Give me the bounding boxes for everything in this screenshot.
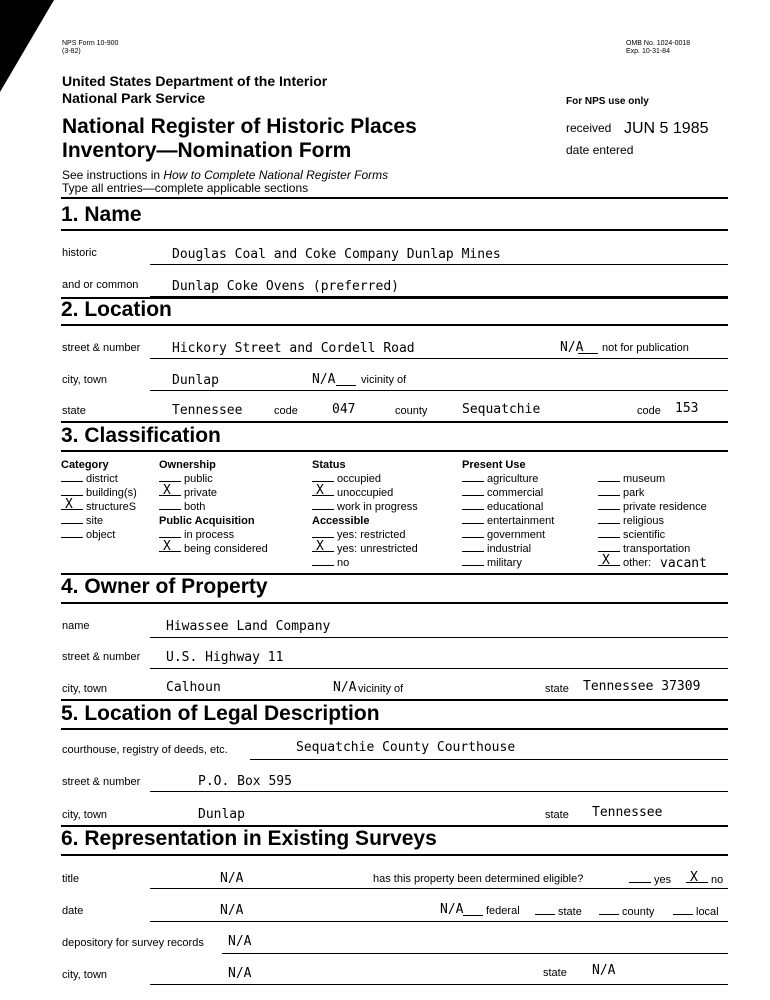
checkbox-blank: [462, 556, 484, 566]
accessible-option-label: yes: restricted: [337, 529, 406, 541]
state-value: Tennessee: [172, 403, 243, 418]
owner-vicinity-label: vicinity of: [358, 683, 404, 695]
status-option-label: work in progress: [337, 501, 418, 513]
legal-city-value: Dunlap: [198, 807, 245, 822]
courthouse-label: courthouse, registry of deeds, etc.: [62, 744, 228, 756]
accessible-option: [312, 528, 418, 542]
city-label: city, town: [62, 374, 108, 386]
depository-value: N/A: [228, 934, 252, 949]
category-option-label: district: [86, 473, 118, 485]
checkbox-blank: [61, 486, 83, 496]
checkbox-blank: X: [159, 486, 181, 496]
county-code-label: code: [637, 405, 661, 417]
present-use-option-label: park: [623, 487, 645, 499]
present-use-option-label: commercial: [487, 487, 544, 499]
present-use-option: [462, 528, 554, 542]
checkbox-blank: X: [61, 500, 83, 510]
owner-name-value: Hiwassee Land Company: [166, 619, 331, 634]
present-use-option: [598, 472, 707, 486]
acquisition-option: [159, 539, 268, 556]
owner-vicinity-value: N/A: [333, 680, 357, 695]
checkbox-blank: [61, 514, 83, 524]
checkbox-blank: [61, 472, 83, 482]
present-use-option-label: agriculture: [487, 473, 539, 485]
present-use-option-label: other:: [623, 557, 652, 569]
ownership-option: [159, 483, 268, 500]
omb-number: OMB No. 1024-0018: [626, 40, 691, 47]
federal-value: N/A: [440, 902, 464, 917]
legal-state-value: Tennessee: [592, 805, 663, 820]
survey-title-value: N/A: [220, 871, 244, 886]
status-option-label: occupied: [337, 473, 382, 485]
present-use-option: [462, 472, 554, 486]
form-number: NPS Form 10-900: [62, 40, 119, 47]
owner-state-value: Tennessee 37309: [583, 679, 701, 694]
checkbox-blank: X: [312, 542, 334, 552]
checkbox-blank: [312, 556, 334, 566]
street-label: street & number: [62, 342, 141, 354]
received-label: received: [566, 121, 612, 135]
present-use-option-label: government: [487, 529, 546, 541]
checkbox-blank: [159, 528, 181, 538]
county-label: county: [395, 405, 428, 417]
present-use-column: Present Use agriculture commercial educational entertainment government industrial military: [462, 459, 555, 569]
county-option: county: [599, 905, 654, 918]
vicinity-value: N/A: [312, 372, 336, 387]
form-title-1: National Register of Historic Places: [62, 115, 417, 138]
checkbox-blank: [159, 472, 181, 482]
acquisition-option: [159, 528, 268, 542]
present-use-option: [598, 514, 707, 528]
section-2-heading: 2. Location: [61, 298, 172, 321]
code-label: code: [274, 405, 298, 417]
legal-street-value: P.O. Box 595: [198, 774, 292, 789]
status-column: Status occupied X unoccupied work in progress Accessible yes: restricted X yes: unrestricted no: [312, 459, 418, 569]
checkbox-blank: [462, 472, 484, 482]
local-option: local: [673, 905, 719, 918]
checkbox-blank: [598, 542, 620, 552]
acquisition-option-label: being considered: [184, 543, 268, 555]
present-use-option-label: entertainment: [487, 515, 555, 527]
street-value: Hickory Street and Cordell Road: [172, 341, 415, 356]
checkbox-blank: [462, 528, 484, 538]
county-value: Sequatchie: [462, 402, 541, 417]
owner-street-label: street & number: [62, 651, 141, 663]
accessible-option-label: yes: unrestricted: [337, 543, 418, 555]
survey-date-label: date: [62, 905, 84, 917]
form-revision: (3-82): [62, 48, 81, 55]
present-use-option-label: religious: [623, 515, 664, 527]
legal-street-label: street & number: [62, 776, 141, 788]
survey-city-label: city, town: [62, 969, 108, 981]
checkbox-blank: [61, 528, 83, 538]
corner-triangle: [0, 0, 56, 95]
status-option-label: unoccupied: [337, 487, 394, 499]
category-option: [61, 528, 137, 542]
accessible-option: [312, 556, 418, 570]
status-option: [312, 500, 418, 514]
legal-city-label: city, town: [62, 809, 108, 821]
checkbox-blank: X: [598, 556, 620, 566]
date-entered-label: date entered: [566, 143, 634, 157]
checkbox-blank: [312, 500, 334, 510]
eligible-label: has this property been determined eligible?: [373, 873, 584, 885]
federal-label: federal: [486, 905, 520, 917]
owner-city-value: Calhoun: [166, 680, 221, 695]
owner-state-label: state: [545, 683, 569, 695]
survey-date-value: N/A: [220, 903, 244, 918]
section-3-heading: 3. Classification: [61, 424, 221, 447]
checkbox-blank: [598, 472, 620, 482]
status-option: [312, 483, 418, 500]
present-use-option-label: private residence: [623, 501, 707, 513]
present-use-option-label: educational: [487, 501, 544, 513]
category-option-label: site: [86, 515, 104, 527]
category-option-label: structureS: [86, 501, 137, 513]
category-column: Category district building(s) X structureS site object: [61, 459, 137, 541]
checkbox-blank: [462, 542, 484, 552]
other-value: vacant: [660, 556, 707, 571]
form-title-2: Inventory—Nomination Form: [62, 139, 352, 162]
state-code: 047: [332, 402, 356, 417]
courthouse-value: Sequatchie County Courthouse: [296, 740, 516, 755]
checkbox-blank: [462, 500, 484, 510]
checkbox-blank: [312, 528, 334, 538]
present-use-option: [462, 500, 554, 514]
survey-city-value: N/A: [228, 966, 252, 981]
category-option: [61, 497, 137, 514]
ownership-option-label: both: [184, 501, 206, 513]
vicinity-label: vicinity of: [361, 374, 407, 386]
historic-value: Douglas Coal and Coke Company Dunlap Mines: [172, 247, 501, 262]
service: National Park Service: [62, 90, 206, 106]
survey-state-value: N/A: [592, 963, 616, 978]
historic-label: historic: [62, 247, 97, 259]
category-option-label: object: [86, 529, 116, 541]
present-use-option-label: museum: [623, 473, 666, 485]
section-5-heading: 5. Location of Legal Description: [61, 702, 380, 725]
nfp-value: N/A: [560, 340, 584, 355]
present-use-option: [598, 486, 707, 500]
instructions: See instructions in How to Complete National Register Forms: [62, 168, 389, 182]
checkbox-blank: [598, 514, 620, 524]
category-option: [61, 472, 137, 486]
acquisition-option-label: in process: [184, 529, 235, 541]
accessible-option-label: no: [337, 557, 350, 569]
department: United States Department of the Interior: [62, 73, 328, 89]
category-option: [61, 514, 137, 528]
category-option-label: building(s): [86, 487, 137, 499]
eligible-yes: yes: [629, 873, 671, 886]
present-use-option-label: military: [487, 557, 522, 569]
checkbox-blank: X: [159, 542, 181, 552]
checkbox-blank: [598, 500, 620, 510]
checkbox-blank: [312, 472, 334, 482]
owner-city-label: city, town: [62, 683, 108, 695]
depository-label: depository for survey records: [62, 937, 204, 949]
omb-exp: Exp. 10-31-84: [626, 48, 670, 55]
owner-street-value: U.S. Highway 11: [166, 650, 284, 665]
city-value: Dunlap: [172, 373, 219, 388]
checkbox-blank: [462, 486, 484, 496]
owner-name-label: name: [62, 620, 90, 632]
checkbox-blank: [598, 528, 620, 538]
county-code: 153: [675, 401, 699, 416]
present-use-option: [598, 528, 707, 542]
common-label: and or common: [62, 279, 139, 291]
accessible-option: [312, 539, 418, 556]
checkbox-blank: [159, 500, 181, 510]
instructions-line2: Type all entries—complete applicable sections: [62, 181, 309, 195]
present-use-option-label: transportation: [623, 543, 691, 555]
checkbox-blank: [462, 514, 484, 524]
present-use-option: [462, 486, 554, 500]
ownership-option: [159, 500, 268, 514]
common-value: Dunlap Coke Ovens (preferred): [172, 279, 399, 294]
ownership-option-label: public: [184, 473, 213, 485]
status-option: [312, 472, 418, 486]
state-label: state: [62, 405, 86, 417]
legal-state-label: state: [545, 809, 569, 821]
survey-state-label: state: [543, 967, 567, 979]
for-nps-use: For NPS use only: [566, 96, 649, 107]
checkbox-blank: X: [312, 486, 334, 496]
section-6-heading: 6. Representation in Existing Surveys: [61, 827, 437, 850]
ownership-option: [159, 472, 268, 486]
ownership-option-label: private: [184, 487, 218, 499]
present-use-option: [598, 500, 707, 514]
present-use-option-label: scientific: [623, 529, 666, 541]
present-use-option-label: industrial: [487, 543, 532, 555]
section-1-heading: 1. Name: [61, 203, 142, 226]
survey-title-label: title: [62, 873, 80, 885]
ownership-column: Ownership public X private both Public Acquisition in process X being considered: [159, 459, 268, 555]
nfp-label: not for publication: [602, 342, 689, 354]
present-use-option: [462, 514, 554, 528]
state-option: state: [535, 905, 582, 918]
present-use-option: [462, 556, 554, 570]
checkbox-blank: [598, 486, 620, 496]
section-4-heading: 4. Owner of Property: [61, 575, 268, 598]
eligible-no: X no: [686, 873, 723, 886]
present-use-option: [598, 542, 707, 556]
received-stamp: JUN 5 1985: [624, 120, 709, 137]
present-use-option: [462, 542, 554, 556]
